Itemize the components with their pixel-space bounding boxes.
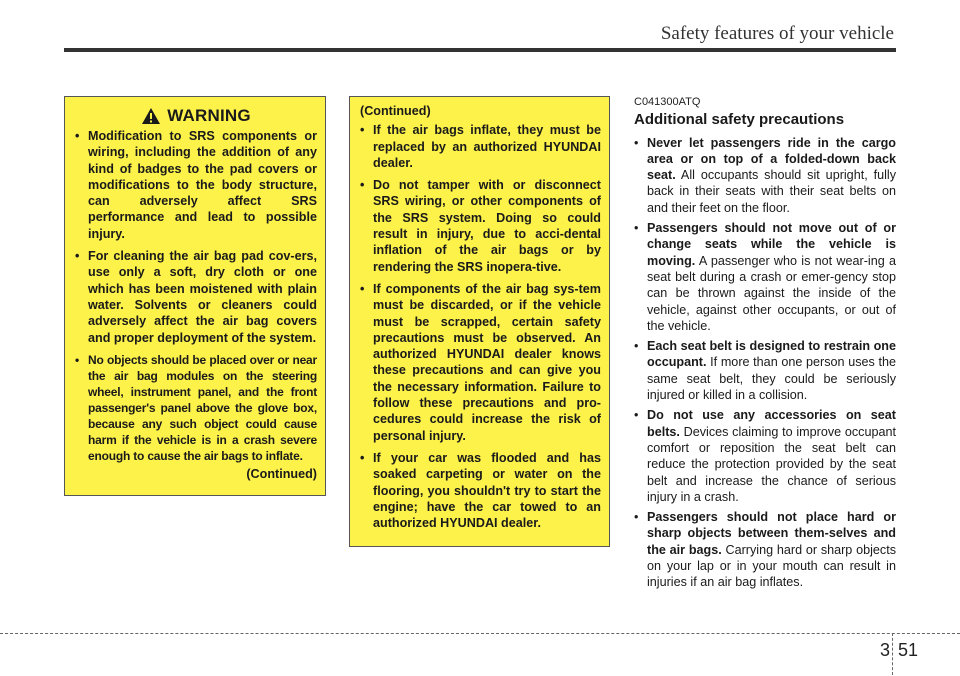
precaution-item bbox=[634, 220, 896, 334]
warning-triangle-icon bbox=[141, 107, 161, 125]
precaution-item bbox=[634, 509, 896, 590]
continued-item: • If components of the air bag sys-tem must be discarded, or if the vehicle must be scrapped, certain safety precautions must be observed. An authorized HYUNDAI dealer knows these precautions and can give you the necessary information. Failure to follow these precautions and pro-cedures could increase the risk of personal injury. bbox=[360, 281, 601, 444]
warning-heading bbox=[75, 107, 317, 125]
precaution-text: If more than one person uses the same seat belt, they could be seriously injured or killed in a collision. bbox=[647, 355, 896, 403]
continued-list bbox=[360, 122, 601, 531]
warning-item: • Modification to SRS components or wiring, including the addition of any kind of badges to the pad covers or modifications to the body structure, can adversely affect SRS performance and lead to possible injury. bbox=[75, 128, 317, 242]
continued-item: • If your car was flooded and has soaked carpeting or water on the flooring, you shouldn't try to start the engine; have the car towed to an authorized HYUNDAI dealer. bbox=[360, 450, 601, 531]
precaution-lead: Passengers should not place hard or sharp objects between them-selves and the air bags. bbox=[647, 510, 896, 557]
precautions-list bbox=[634, 135, 896, 591]
page-number: 51 bbox=[898, 640, 919, 660]
continued-item: • If the air bags inflate, they must be replaced by an authorized HYUNDAI dealer. bbox=[360, 122, 601, 171]
footer-divider bbox=[892, 633, 893, 675]
section-title: Additional safety precautions bbox=[634, 111, 845, 129]
precaution-text: A passenger who is not wear-ing a seat belt during a crash or emer-gency stop can be thrown against the inside of the vehicle, against other occupants, or out of the vehicle. bbox=[647, 253, 896, 333]
precaution-lead: Each seat belt is designed to restrain one occupant. bbox=[647, 339, 896, 370]
precaution-text: Carrying hard or sharp objects on your lap or in your mouth can result in injuries if an air bag inflates. bbox=[647, 542, 896, 590]
warning-box bbox=[64, 96, 326, 496]
continued-item: • Do not tamper with or disconnect SRS wiring, or other components of the SRS system. Doing so could result in injury, due to acci-dental inflation of the air bags or by rendering the SRS inopera-tive. bbox=[360, 177, 601, 275]
warning-list bbox=[75, 128, 317, 464]
warning-item: • For cleaning the air bag pad cov-ers, use only a soft, dry cloth or one which has been moistened with plain water. Solvents or cleaners could adversely affect the air bag covers and proper deployment of the system. bbox=[75, 248, 317, 346]
continued-label: (Continued) bbox=[246, 466, 317, 481]
precaution-text: All occupants should sit upright, fully back in their seats with their seat belts on and their feet on the floor. bbox=[647, 168, 896, 215]
chapter-number: 3 bbox=[880, 640, 891, 660]
warning-item: • No objects should be placed over or near the air bag modules on the steering wheel, instrument panel, and the front passenger's panel above the glove box, because any such object could cause harm if the vehicle is in a crash severe enough to cause the air bags to inflate. bbox=[75, 352, 317, 464]
precautions-section bbox=[634, 94, 896, 595]
footer-rule bbox=[0, 633, 960, 634]
section-code: C041300ATQ bbox=[634, 96, 701, 108]
precaution-item bbox=[634, 338, 896, 403]
continued-box bbox=[349, 96, 610, 547]
precaution-item bbox=[634, 135, 896, 216]
precaution-lead: Do not use any accessories on seat belts. bbox=[647, 408, 896, 439]
precaution-text: Devices claiming to improve occupant comfort or reposition the seat belt can reduce the protection provided by the seat belt and increase the chance of serious injury in a crash. bbox=[647, 424, 896, 504]
precaution-lead: Never let passengers ride in the cargo area or on top of a folded-down back seat. bbox=[647, 135, 896, 183]
continued-top-label: (Continued) bbox=[360, 104, 431, 118]
running-header-title: Safety features of your vehicle bbox=[660, 23, 894, 44]
precaution-lead: Passengers should not move out of or change seats while the vehicle is moving. bbox=[647, 221, 896, 268]
precaution-item bbox=[634, 407, 896, 505]
header-rule bbox=[64, 48, 896, 52]
warning-heading-text: WARNING bbox=[167, 105, 251, 125]
